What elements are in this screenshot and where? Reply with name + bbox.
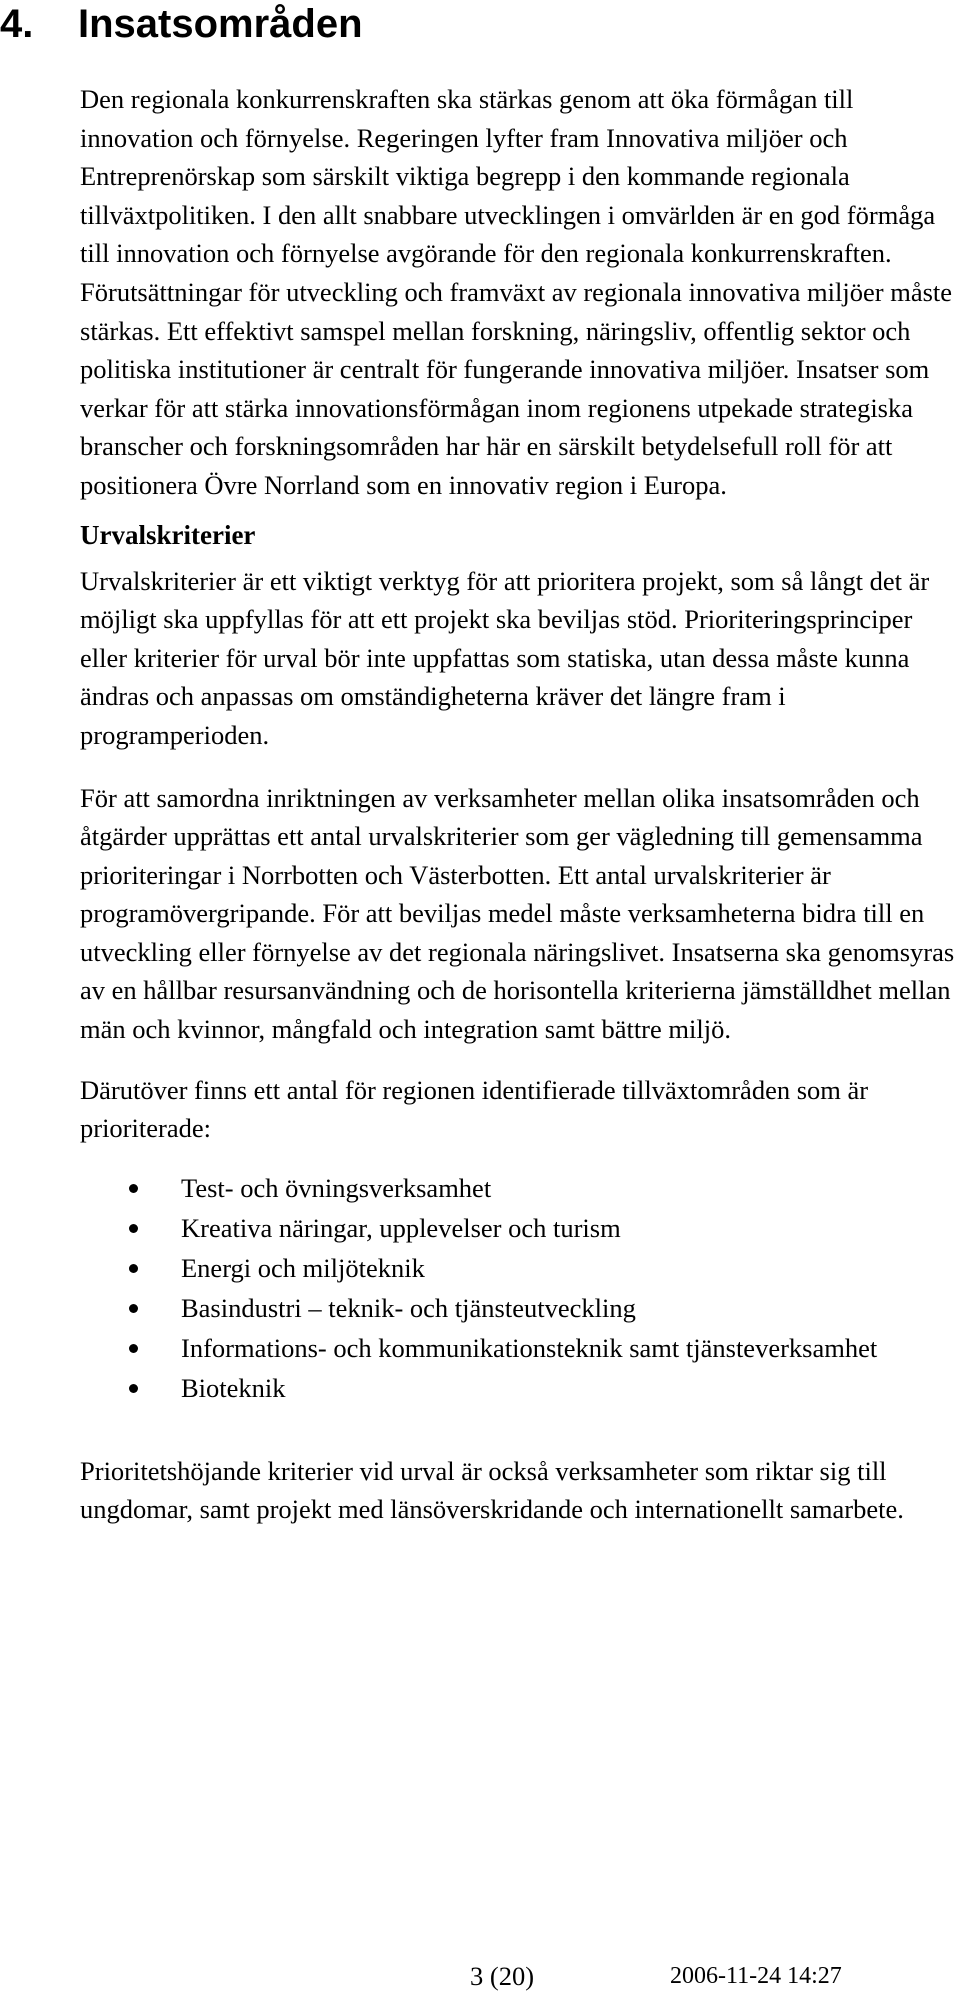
criteria-paragraph-3: Därutöver finns ett antal för regionen identifierade tillväxtområden som är prioriterade: [80,1074,869,1144]
criteria-paragraph-1: Urvalskriterier är ett viktigt verktyg för att prioritera projekt, som så långt det är möjligt ska uppfyllas för att ett projekt ska beviljas stöd. Prioriteringsprinciper eller kriterier för urval bör inte uppfattas som statiska, utan dessa måste kunna ändras och anpassas om omständigheterna kräver det längre fram i programperioden. [80,565,930,750]
list-item [80,1168,955,1208]
bullet-icon [129,1384,138,1393]
list-item [80,1288,955,1328]
bullet-icon [129,1304,138,1313]
list-item-text: Bioteknik [181,1372,286,1403]
section-title: Insatsområden [78,2,363,46]
list-item-text: Kreativa näringar, upplevelser och turism [181,1212,621,1243]
list-item-text: Basindustri – teknik- och tjänsteutveckling [181,1292,636,1323]
page-number: 3 (20) [470,1961,535,1991]
list-item-text: Energi och miljöteknik [181,1252,425,1283]
list-item [80,1368,955,1408]
intro-paragraph: Den regionala konkurrenskraften ska stärkas genom att öka förmågan till innovation och förnyelse. Regeringen lyfter fram Innovativa miljöer och Entreprenörskap som särskilt viktiga begrepp i den kommande regionala tillväxtpolitiken. I den allt snabbare utvecklingen i omvärlden är en god förmåga till innovation och förnyelse avgörande för den regionala konkurrenskraften. Förutsättningar för utveckling och framväxt av regionala innovativa miljöer måste stärkas. Ett effektivt samspel mellan forskning, näringsliv, offentlig sektor och politiska institutioner är centralt för fungerande innovativa miljöer. Insatser som verkar för att stärka innovationsförmågan inom regionens utpekade strategiska branscher och forskningsområden har här en särskilt betydelsefull roll för att positionera Övre Norrland som en innovativ region i Europa. [80,84,953,500]
list-item [80,1208,955,1248]
bullet-icon [129,1184,138,1193]
section-number: 4. [0,2,34,46]
criteria-paragraph-4: Prioritetshöjande kriterier vid urval är också verksamheter som riktar sig till ungdomar, samt projekt med länsöverskridande och internationellt samarbete. [80,1455,904,1525]
document-body [80,80,955,1529]
list-item-text: Informations- och kommunikationsteknik samt tjänsteverksamhet [181,1332,878,1363]
bullet-icon [129,1224,138,1233]
section-heading [0,0,363,48]
bullet-icon [129,1264,138,1273]
list-item [80,1328,955,1368]
footer-date: 2006-11-24 14:27 [670,1963,842,1989]
list-item [80,1248,955,1288]
subsection-title: Urvalskriterier [80,519,256,550]
growth-areas-list [80,1168,955,1408]
criteria-paragraph-2: För att samordna inriktningen av verksamheter mellan olika insatsområden och åtgärder upprättas ett antal urvalskriterier som ger vägledning till gemensamma prioriteringar i Norrbotten och Västerbotten. Ett antal urvalskriterier är programövergripande. För att beviljas medel måste verksamheterna bidra till en utveckling eller förnyelse av det regionala näringslivet. Insatserna ska genomsyras av en hållbar resursanvändning och de horisontella kriterierna jämställdhet mellan män och kvinnor, mångfald och integration samt bättre miljö. [80,782,955,1045]
list-item-text: Test- och övningsverksamhet [181,1172,492,1203]
bullet-icon [129,1344,138,1353]
